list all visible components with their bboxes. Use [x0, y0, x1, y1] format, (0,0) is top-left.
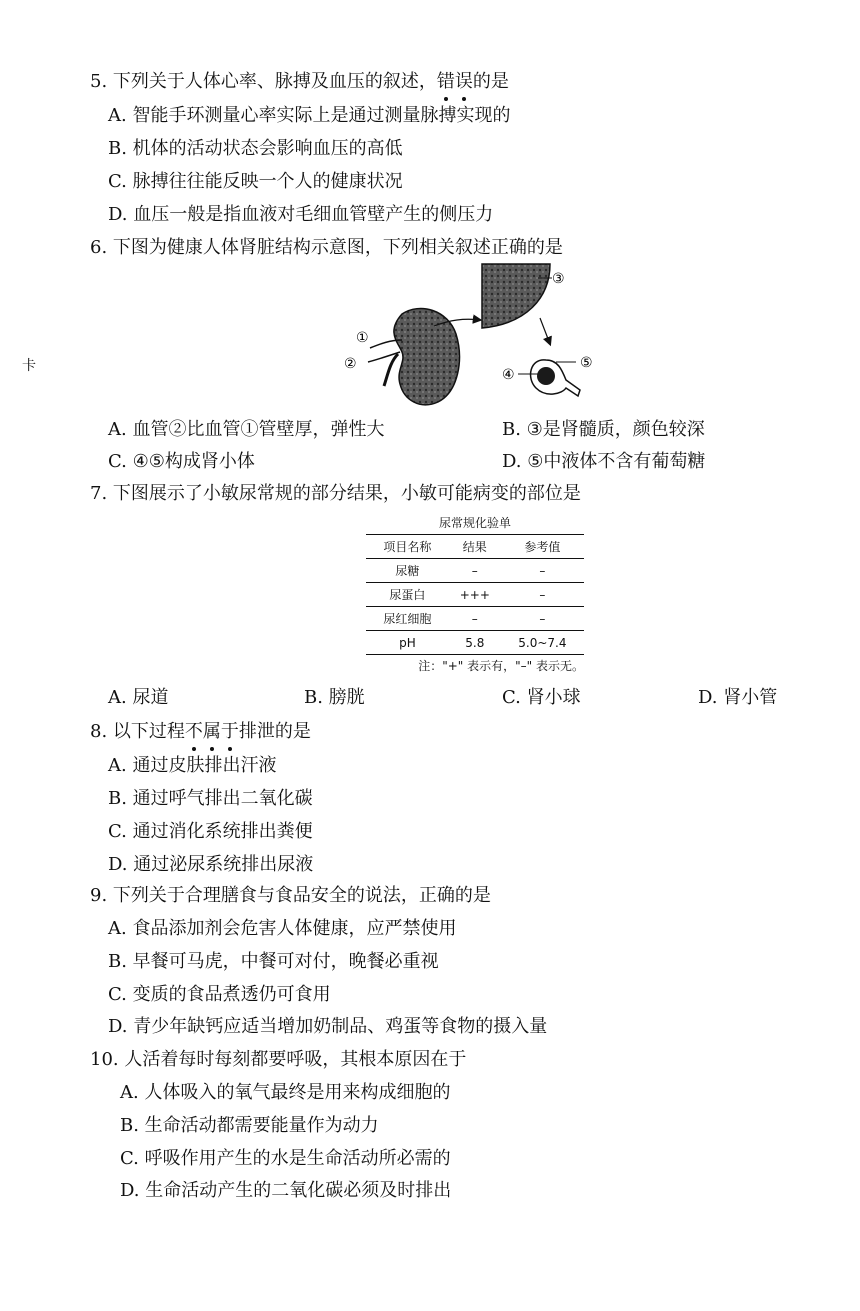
table-header: 项目名称: [383, 540, 432, 554]
label-2: ②: [344, 356, 357, 372]
question-5-stem: [90, 70, 509, 94]
table-cell: pH: [399, 635, 416, 650]
label-3: ③: [552, 271, 565, 287]
arrow-to-capsule: [540, 318, 550, 344]
question-9-option-c[interactable]: C. 变质的食品煮透仍可食用: [108, 984, 331, 1005]
question-8-stem: [90, 720, 311, 744]
kidney-shape: [394, 308, 460, 404]
table-header: 参考值: [524, 540, 561, 554]
table-row: [366, 559, 584, 583]
question-5-stem-pre: 5. 下列关于人体心率、脉搏及血压的叙述，: [90, 71, 437, 92]
table-row: [366, 583, 584, 607]
emphasis-char: 属: [202, 721, 221, 742]
ureter: [384, 354, 398, 386]
table-header: 结果: [462, 540, 487, 554]
question-10-option-d[interactable]: D. 生命活动产生的二氧化碳必须及时排出: [120, 1180, 452, 1201]
question-6-stem: 6. 下图为健康人体肾脏结构示意图，下列相关叙述正确的是: [90, 237, 563, 258]
label-1: ①: [356, 330, 369, 346]
kidney-structure-diagram: [340, 262, 630, 412]
question-5-option-a[interactable]: A. 智能手环测量心率实际上是通过测量脉搏实现的: [108, 105, 511, 126]
glomerulus: [537, 367, 555, 385]
question-6-option-b[interactable]: B. ③是肾髓质，颜色较深: [502, 419, 705, 440]
question-9-option-a[interactable]: A. 食品添加剂会危害人体健康，应严禁使用: [108, 918, 457, 939]
question-10-option-b[interactable]: B. 生命活动都需要能量作为动力: [120, 1115, 379, 1136]
question-7-option-c[interactable]: C. 肾小球: [502, 687, 581, 708]
table-row: [366, 607, 584, 631]
question-7-option-a[interactable]: A. 尿道: [108, 687, 169, 708]
question-8-stem-post: 排泄的是: [238, 721, 311, 742]
question-8-option-d[interactable]: D. 通过泌尿系统排出尿液: [108, 854, 314, 875]
question-9-stem: 9. 下列关于合理膳食与食品安全的说法，正确的是: [90, 885, 491, 906]
question-9-option-d[interactable]: D. 青少年缺钙应适当增加奶制品、鸡蛋等食物的摄入量: [108, 1016, 548, 1037]
urine-test-report: [366, 512, 584, 677]
table-cell: 尿红细胞: [383, 612, 432, 626]
question-8-stem-pre: 8. 以下过程: [90, 721, 185, 742]
urine-table: [366, 534, 584, 655]
question-7-option-b[interactable]: B. 膀胱: [304, 687, 365, 708]
question-5-stem-post: 的是: [472, 71, 509, 92]
table-cell: +++: [459, 587, 490, 602]
question-10-option-c[interactable]: C. 呼吸作用产生的水是生命活动所必需的: [120, 1148, 451, 1169]
question-6-option-c[interactable]: C. ④⑤构成肾小体: [108, 451, 255, 472]
table-row: [366, 631, 584, 655]
emphasis-char: 错: [436, 71, 455, 92]
question-7-stem: 7. 下图展示了小敏尿常规的部分结果，小敏可能病变的部位是: [90, 483, 581, 504]
question-6-option-d[interactable]: D. ⑤中液体不含有葡萄糖: [502, 451, 706, 472]
question-10-stem: 10. 人活着每时每刻都要呼吸，其根本原因在于: [90, 1049, 467, 1070]
table-cell: –: [539, 563, 546, 578]
emphasis-char: 误: [454, 71, 473, 92]
table-cell: 5.8: [465, 635, 485, 650]
table-cell: 5.0~7.4: [518, 635, 567, 650]
question-5-option-b[interactable]: B. 机体的活动状态会影响血压的高低: [108, 138, 403, 159]
table-cell: –: [471, 563, 478, 578]
table-title: 尿常规化验单: [438, 516, 511, 530]
table-note: 注："+" 表示有，"–" 表示无。: [418, 659, 584, 673]
emphasis-char: 不: [184, 721, 203, 742]
table-header-row: [366, 535, 584, 559]
question-6-option-a[interactable]: A. 血管②比血管①管壁厚，弹性大: [108, 419, 385, 440]
question-8-option-b[interactable]: B. 通过呼气排出二氧化碳: [108, 788, 313, 809]
table-cell: –: [539, 611, 546, 626]
table-cell: –: [539, 587, 546, 602]
question-7-option-d[interactable]: D. 肾小管: [698, 687, 778, 708]
question-8-option-a[interactable]: A. 通过皮肤排出汗液: [108, 755, 277, 776]
question-9-option-b[interactable]: B. 早餐可马虎，中餐可对付，晚餐必重视: [108, 951, 439, 972]
emphasis-char: 于: [220, 721, 239, 742]
table-cell: 尿蛋白: [389, 588, 426, 602]
question-8-option-c[interactable]: C. 通过消化系统排出粪便: [108, 821, 313, 842]
label-5: ⑤: [580, 355, 593, 371]
label-4: ④: [502, 367, 515, 383]
question-10-option-a[interactable]: A. 人体吸入的氧气最终是用来构成细胞的: [120, 1082, 451, 1103]
question-5-option-d[interactable]: D. 血压一般是指血液对毛细血管壁产生的侧压力: [108, 204, 494, 225]
margin-mark: 卡: [22, 358, 36, 374]
question-5-option-c[interactable]: C. 脉搏往往能反映一个人的健康状况: [108, 171, 403, 192]
table-cell: 尿糖: [395, 564, 420, 578]
table-cell: –: [471, 611, 478, 626]
